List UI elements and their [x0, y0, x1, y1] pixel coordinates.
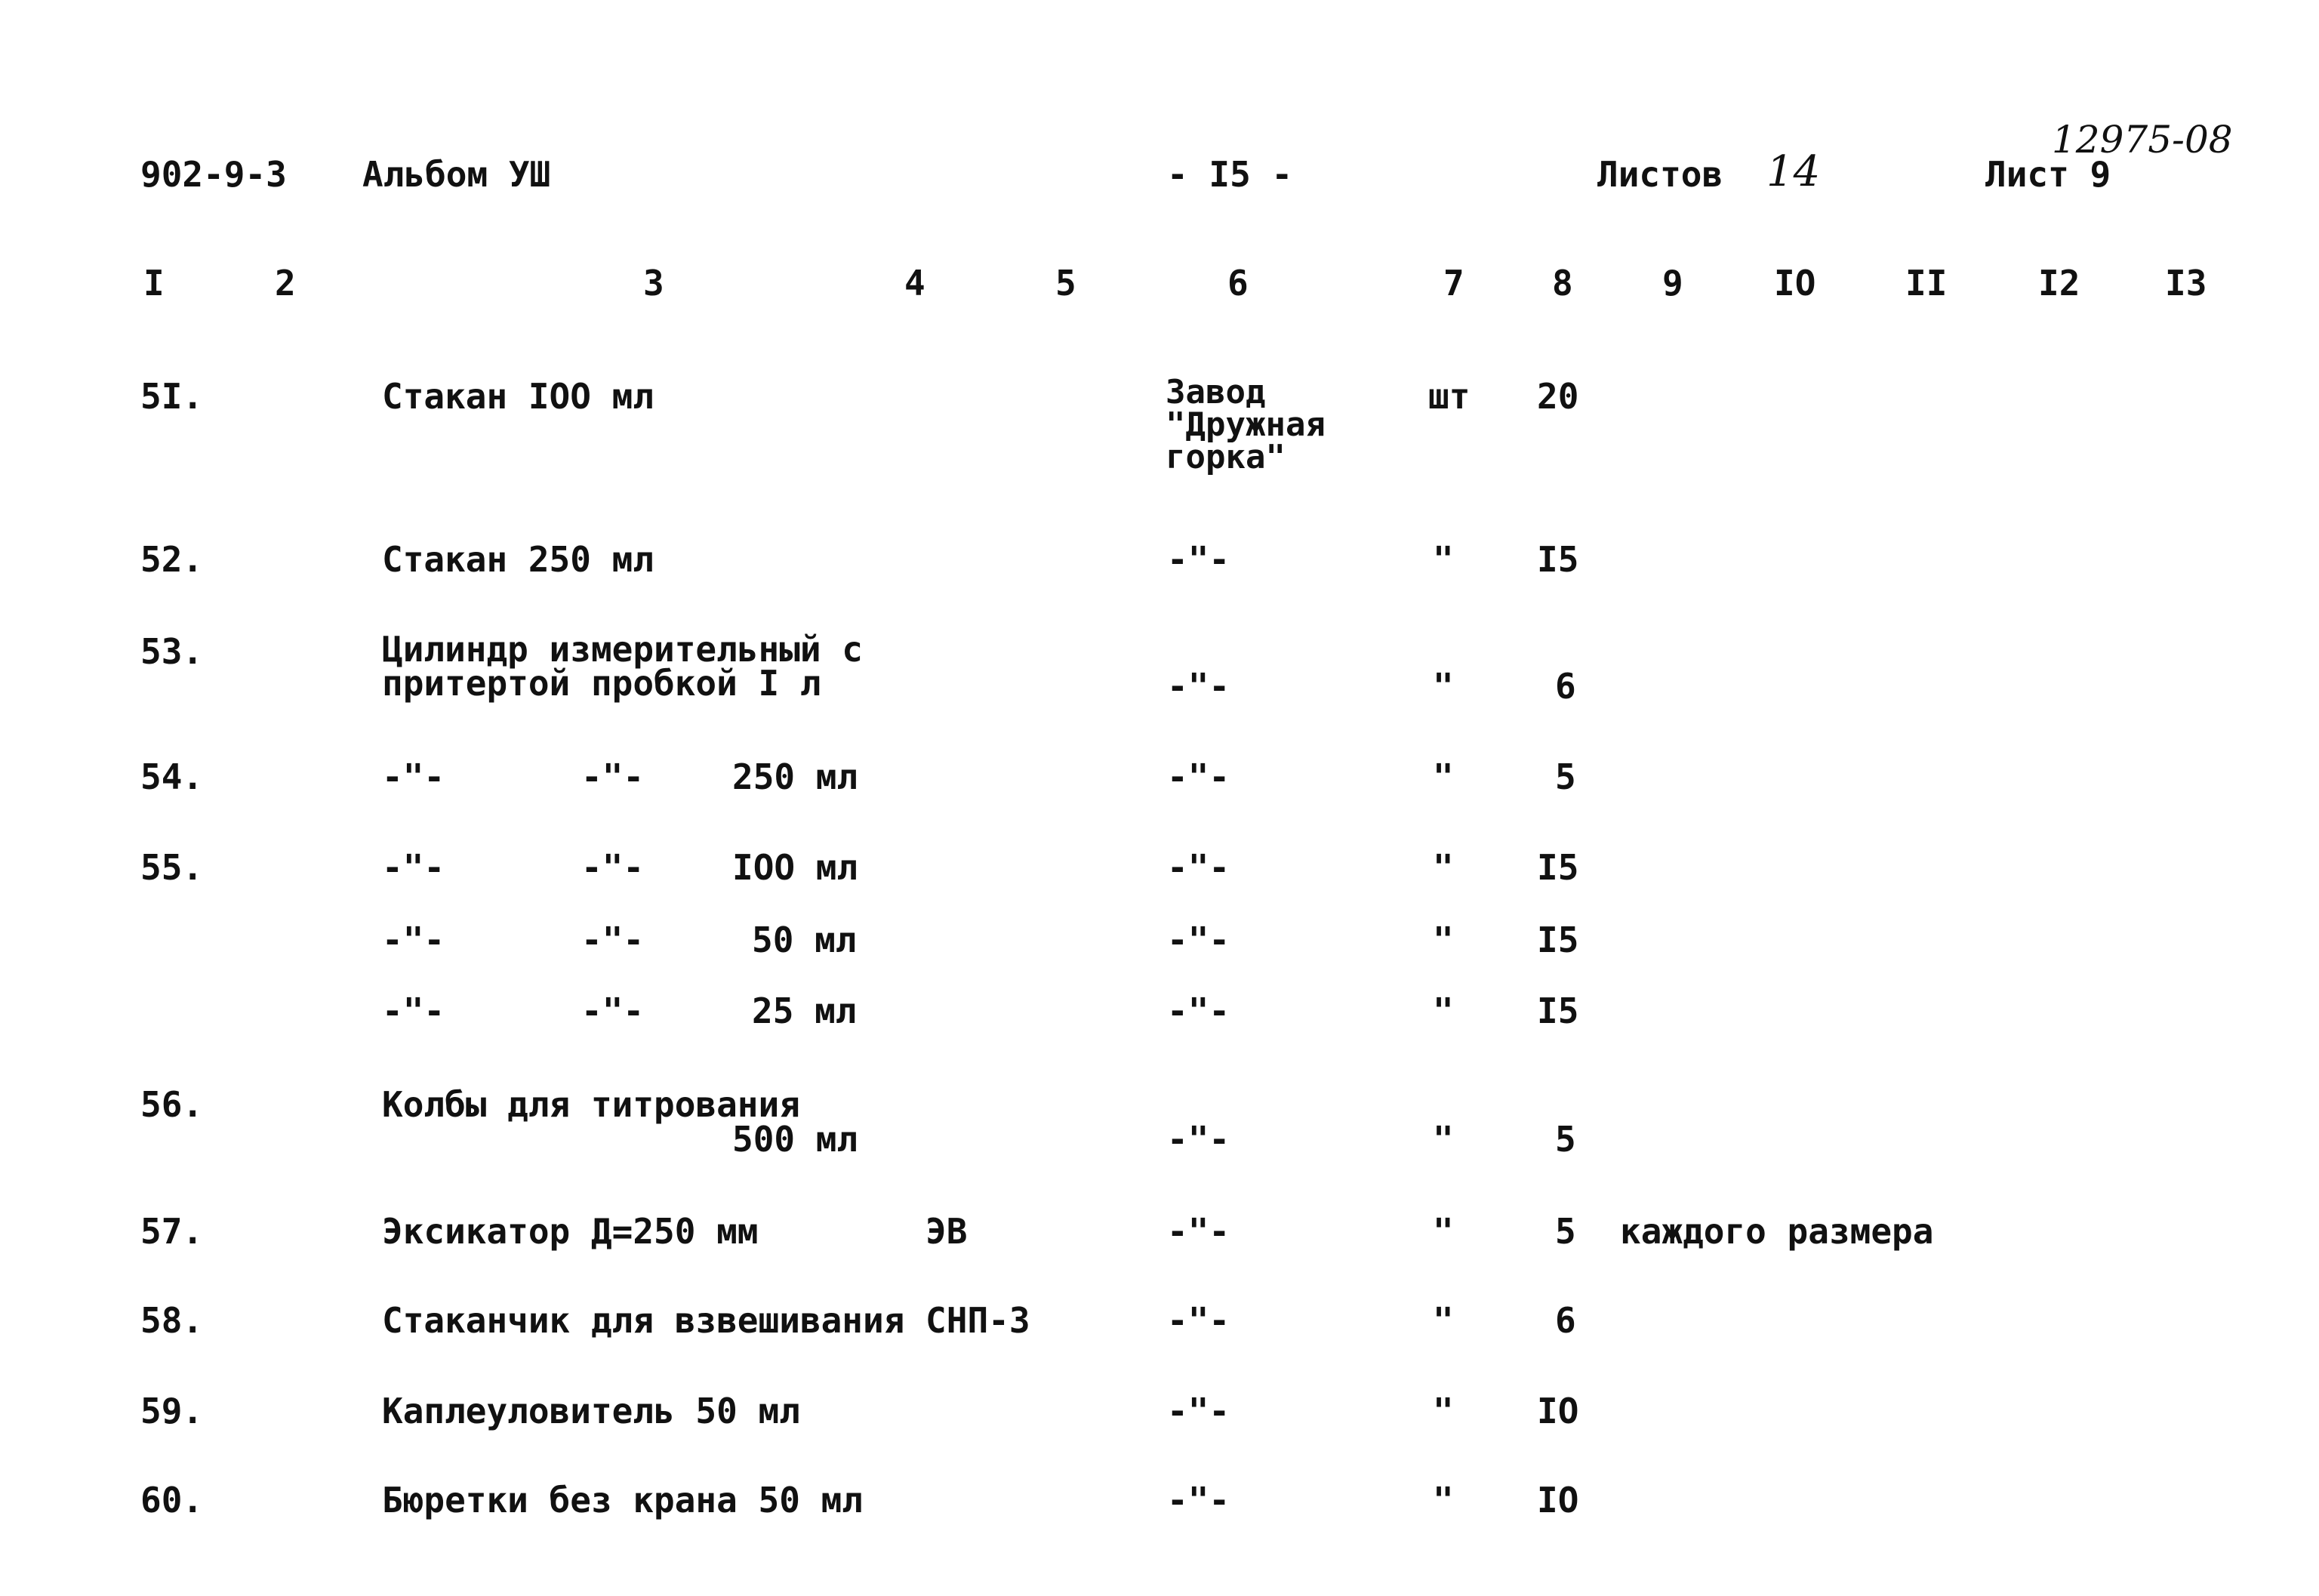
quantity: I5: [1537, 847, 1579, 888]
sheet-label: Лист 9: [1985, 154, 2111, 195]
ditto-mark: -"-: [581, 847, 645, 888]
ditto-mark: -"-: [581, 920, 645, 960]
ditto-mark: -"-: [382, 847, 445, 888]
unit: ": [1433, 756, 1454, 797]
quantity: 20: [1537, 376, 1579, 417]
unit: ": [1433, 666, 1454, 707]
manufacturer: -"-: [1167, 1119, 1230, 1160]
manufacturer: -"-: [1167, 920, 1230, 960]
ditto-mark: -"-: [581, 756, 645, 797]
item-name: Каплеуловитель 50 мл: [382, 1391, 800, 1431]
quantity: 5: [1555, 1211, 1576, 1252]
unit: ": [1433, 991, 1454, 1031]
row-number: 54.: [140, 756, 204, 797]
manufacturer: -"-: [1167, 1480, 1230, 1521]
item-name: Стакан IOO мл: [382, 376, 654, 417]
quantity: I5: [1537, 539, 1579, 580]
manufacturer: -"-: [1167, 1211, 1230, 1252]
column-number: 9: [1662, 263, 1683, 303]
unit: ": [1433, 920, 1454, 960]
stamp-number: 12975-08: [2052, 118, 2233, 162]
unit: ": [1433, 1119, 1454, 1160]
column-number: I2: [2038, 263, 2080, 303]
column-number: 8: [1552, 263, 1573, 303]
manufacturer: -"-: [1167, 539, 1230, 580]
quantity: 6: [1555, 1300, 1576, 1341]
manufacturer: -"-: [1167, 1300, 1230, 1341]
quantity: 6: [1555, 666, 1576, 707]
manufacturer: -"-: [1167, 666, 1230, 707]
column-number: I: [143, 263, 165, 303]
quantity: I5: [1537, 991, 1579, 1031]
page-number: - I5 -: [1167, 154, 1293, 195]
ditto-mark: -"-: [382, 756, 445, 797]
unit: шт: [1428, 376, 1471, 417]
column-number: 5: [1055, 263, 1076, 303]
quantity: IO: [1537, 1391, 1579, 1431]
project-code: 902-9-3: [140, 154, 287, 195]
row-number: 5I.: [140, 376, 204, 417]
unit: ": [1433, 1211, 1454, 1252]
column-number: 3: [643, 263, 664, 303]
item-name: Эксикатор Д=250 мм: [382, 1211, 759, 1252]
sheets-count: 14: [1766, 147, 1821, 196]
column-number: I3: [2165, 263, 2207, 303]
note: каждого размера: [1620, 1211, 1934, 1252]
unit: ": [1433, 539, 1454, 580]
row-number: 55.: [140, 847, 204, 888]
sheets-label: Листов: [1597, 154, 1723, 195]
item-volume: IOO мл: [732, 847, 858, 888]
item-volume: 25 мл: [752, 991, 857, 1031]
row-number: 59.: [140, 1391, 204, 1431]
column-number: 6: [1227, 263, 1249, 303]
quantity: 5: [1555, 756, 1576, 797]
ditto-mark: -"-: [382, 920, 445, 960]
column-number: IO: [1774, 263, 1816, 303]
item-name: Стаканчик для взвешивания СНП-3: [382, 1300, 1030, 1341]
manufacturer: -"-: [1167, 756, 1230, 797]
unit: ": [1433, 1391, 1454, 1431]
column-number: 2: [275, 263, 296, 303]
item-code: ЭВ: [925, 1211, 968, 1252]
item-name: Стакан 250 мл: [382, 539, 654, 580]
unit: ": [1433, 847, 1454, 888]
manufacturer: Завод "Дружная горка": [1166, 373, 1326, 477]
column-number: 7: [1443, 263, 1464, 303]
item-name: Бюретки без крана 50 мл: [382, 1480, 863, 1521]
ditto-mark: -"-: [581, 991, 645, 1031]
unit: ": [1433, 1300, 1454, 1341]
row-number: 60.: [140, 1480, 204, 1521]
row-number: 57.: [140, 1211, 204, 1252]
quantity: IO: [1537, 1480, 1579, 1521]
quantity: I5: [1537, 920, 1579, 960]
column-number: 4: [904, 263, 925, 303]
row-number: 58.: [140, 1300, 204, 1341]
row-number: 56.: [140, 1084, 204, 1125]
column-number: II: [1905, 263, 1948, 303]
item-volume: 250 мл: [732, 756, 858, 797]
item-name: Цилиндр измерительный с притертой пробкой I л: [382, 629, 863, 704]
row-number: 52.: [140, 539, 204, 580]
unit: ": [1433, 1480, 1454, 1521]
manufacturer: -"-: [1167, 1391, 1230, 1431]
item-volume: 500 мл: [732, 1119, 858, 1160]
ditto-mark: -"-: [382, 991, 445, 1031]
item-volume: 50 мл: [752, 920, 857, 960]
manufacturer: -"-: [1167, 991, 1230, 1031]
row-number: 53.: [140, 631, 204, 672]
item-name: Колбы для титрования: [382, 1084, 800, 1125]
album-title: Альбом УШ: [362, 154, 551, 195]
manufacturer: -"-: [1167, 847, 1230, 888]
quantity: 5: [1555, 1119, 1576, 1160]
